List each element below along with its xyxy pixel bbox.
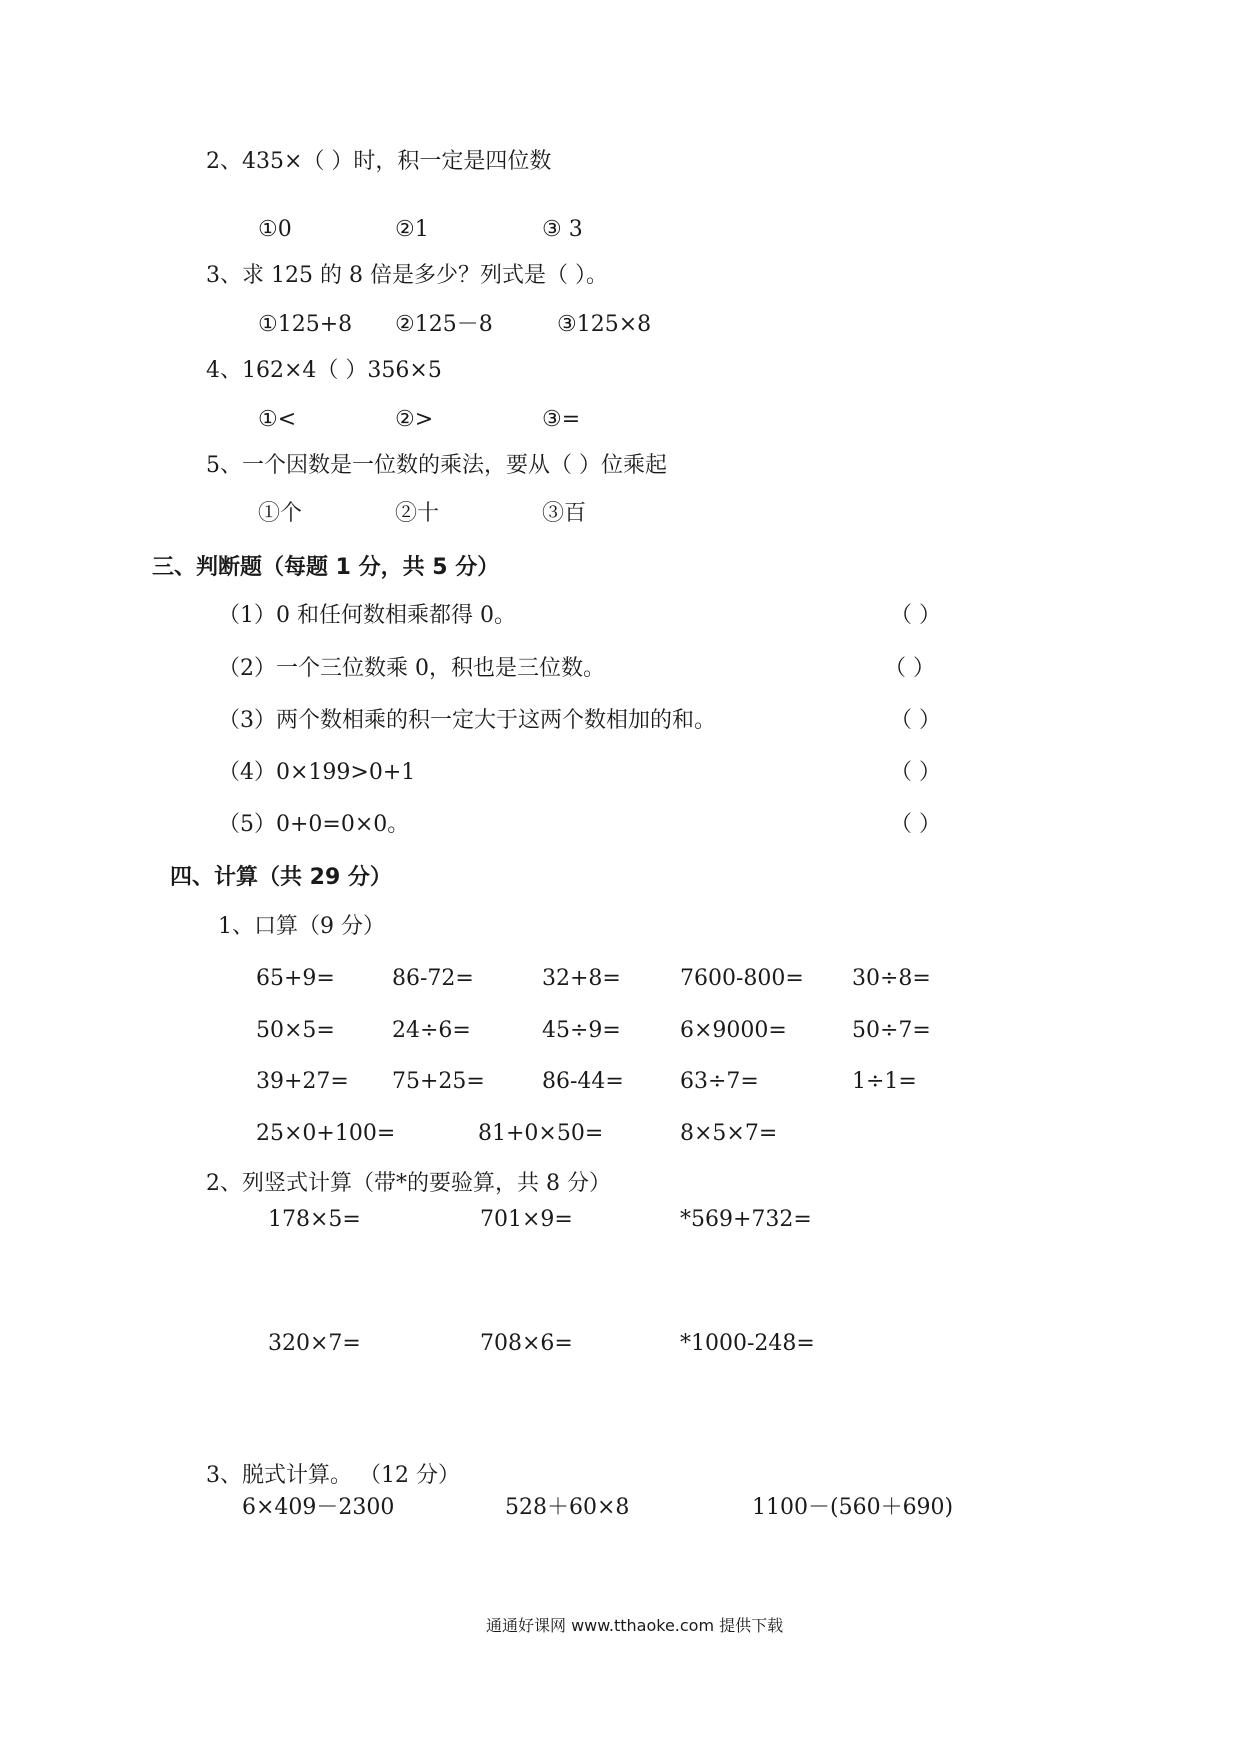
q2-stem: 2、435×（ ）时，积一定是四位数 bbox=[206, 149, 552, 174]
q2-option-1: ①0 bbox=[258, 217, 292, 242]
vertical-problem: 320×7= bbox=[268, 1331, 361, 1356]
judgement-item-4: （4）0×199>0+1 bbox=[218, 760, 416, 785]
q5-option-1: ①个 bbox=[258, 501, 303, 526]
judgement-bracket-4: （ ） bbox=[890, 760, 941, 785]
q5-stem: 5、一个因数是一位数的乘法，要从（ ）位乘起 bbox=[206, 453, 667, 478]
oral-problem: 6×9000= bbox=[680, 1018, 787, 1043]
section3-title: 三、判断题（每题 1 分，共 5 分） bbox=[152, 555, 500, 580]
q3-option-2: ②125－8 bbox=[395, 312, 493, 337]
q4-option-2: ②> bbox=[395, 407, 434, 432]
q3-stem: 3、求 125 的 8 倍是多少？列式是（ ）。 bbox=[206, 263, 608, 288]
vertical-problem: 708×6= bbox=[480, 1331, 573, 1356]
oral-problem: 45÷9= bbox=[542, 1018, 621, 1043]
judgement-bracket-3: （ ） bbox=[890, 708, 941, 733]
oral-problem: 32+8= bbox=[542, 966, 621, 991]
q2-option-3: ③ 3 bbox=[542, 217, 583, 242]
judgement-bracket-1: （ ） bbox=[890, 603, 941, 628]
q3-option-1: ①125+8 bbox=[258, 312, 353, 337]
vertical-problem: 701×9= bbox=[480, 1207, 573, 1232]
footer-download-note: 通通好课网 www.tthaoke.com 提供下载 bbox=[486, 1616, 784, 1635]
oral-problem: 50×5= bbox=[256, 1018, 335, 1043]
stepwise-title: 3、脱式计算。 （12 分） bbox=[206, 1463, 460, 1488]
q4-option-3: ③= bbox=[542, 407, 581, 432]
q4-stem: 4、162×4（ ）356×5 bbox=[206, 358, 442, 383]
judgement-item-2: （2）一个三位数乘 0，积也是三位数。 bbox=[218, 656, 605, 681]
q5-option-3: ③百 bbox=[542, 501, 587, 526]
oral-problem: 86-44= bbox=[542, 1069, 624, 1094]
stepwise-problem: 528＋60×8 bbox=[505, 1495, 630, 1520]
oral-problem: 30÷8= bbox=[852, 966, 931, 991]
oral-problem: 86-72= bbox=[392, 966, 474, 991]
judgement-item-5: （5）0+0=0×0。 bbox=[218, 812, 410, 837]
q3-option-3: ③125×8 bbox=[557, 312, 652, 337]
judgement-item-3: （3）两个数相乘的积一定大于这两个数相加的和。 bbox=[218, 708, 716, 733]
judgement-item-1: （1）0 和任何数相乘都得 0。 bbox=[218, 603, 516, 628]
oral-problem: 81+0×50= bbox=[478, 1121, 604, 1146]
vertical-problem: *1000-248= bbox=[680, 1331, 815, 1356]
judgement-bracket-5: （ ） bbox=[890, 812, 941, 837]
oral-problem: 65+9= bbox=[256, 966, 335, 991]
q4-option-1: ①< bbox=[258, 407, 297, 432]
vertical-problem: 178×5= bbox=[268, 1207, 361, 1232]
stepwise-problem: 1100－(560＋690) bbox=[752, 1495, 954, 1520]
section4-title: 四、计算（共 29 分） bbox=[170, 865, 392, 890]
oral-problem: 39+27= bbox=[256, 1069, 349, 1094]
vertical-title: 2、列竖式计算（带*的要验算，共 8 分） bbox=[206, 1171, 611, 1196]
q2-option-2: ②1 bbox=[395, 217, 429, 242]
q5-option-2: ②十 bbox=[395, 501, 440, 526]
judgement-bracket-2: （ ） bbox=[884, 656, 935, 681]
oral-title: 1、口算（9 分） bbox=[218, 914, 385, 939]
oral-problem: 63÷7= bbox=[680, 1069, 759, 1094]
stepwise-problem: 6×409－2300 bbox=[242, 1495, 395, 1520]
oral-problem: 75+25= bbox=[392, 1069, 485, 1094]
oral-problem: 50÷7= bbox=[852, 1018, 931, 1043]
oral-problem: 1÷1= bbox=[852, 1069, 917, 1094]
vertical-problem: *569+732= bbox=[680, 1207, 812, 1232]
oral-problem: 7600-800= bbox=[680, 966, 804, 991]
oral-problem: 25×0+100= bbox=[256, 1121, 396, 1146]
oral-problem: 8×5×7= bbox=[680, 1121, 778, 1146]
oral-problem: 24÷6= bbox=[392, 1018, 471, 1043]
